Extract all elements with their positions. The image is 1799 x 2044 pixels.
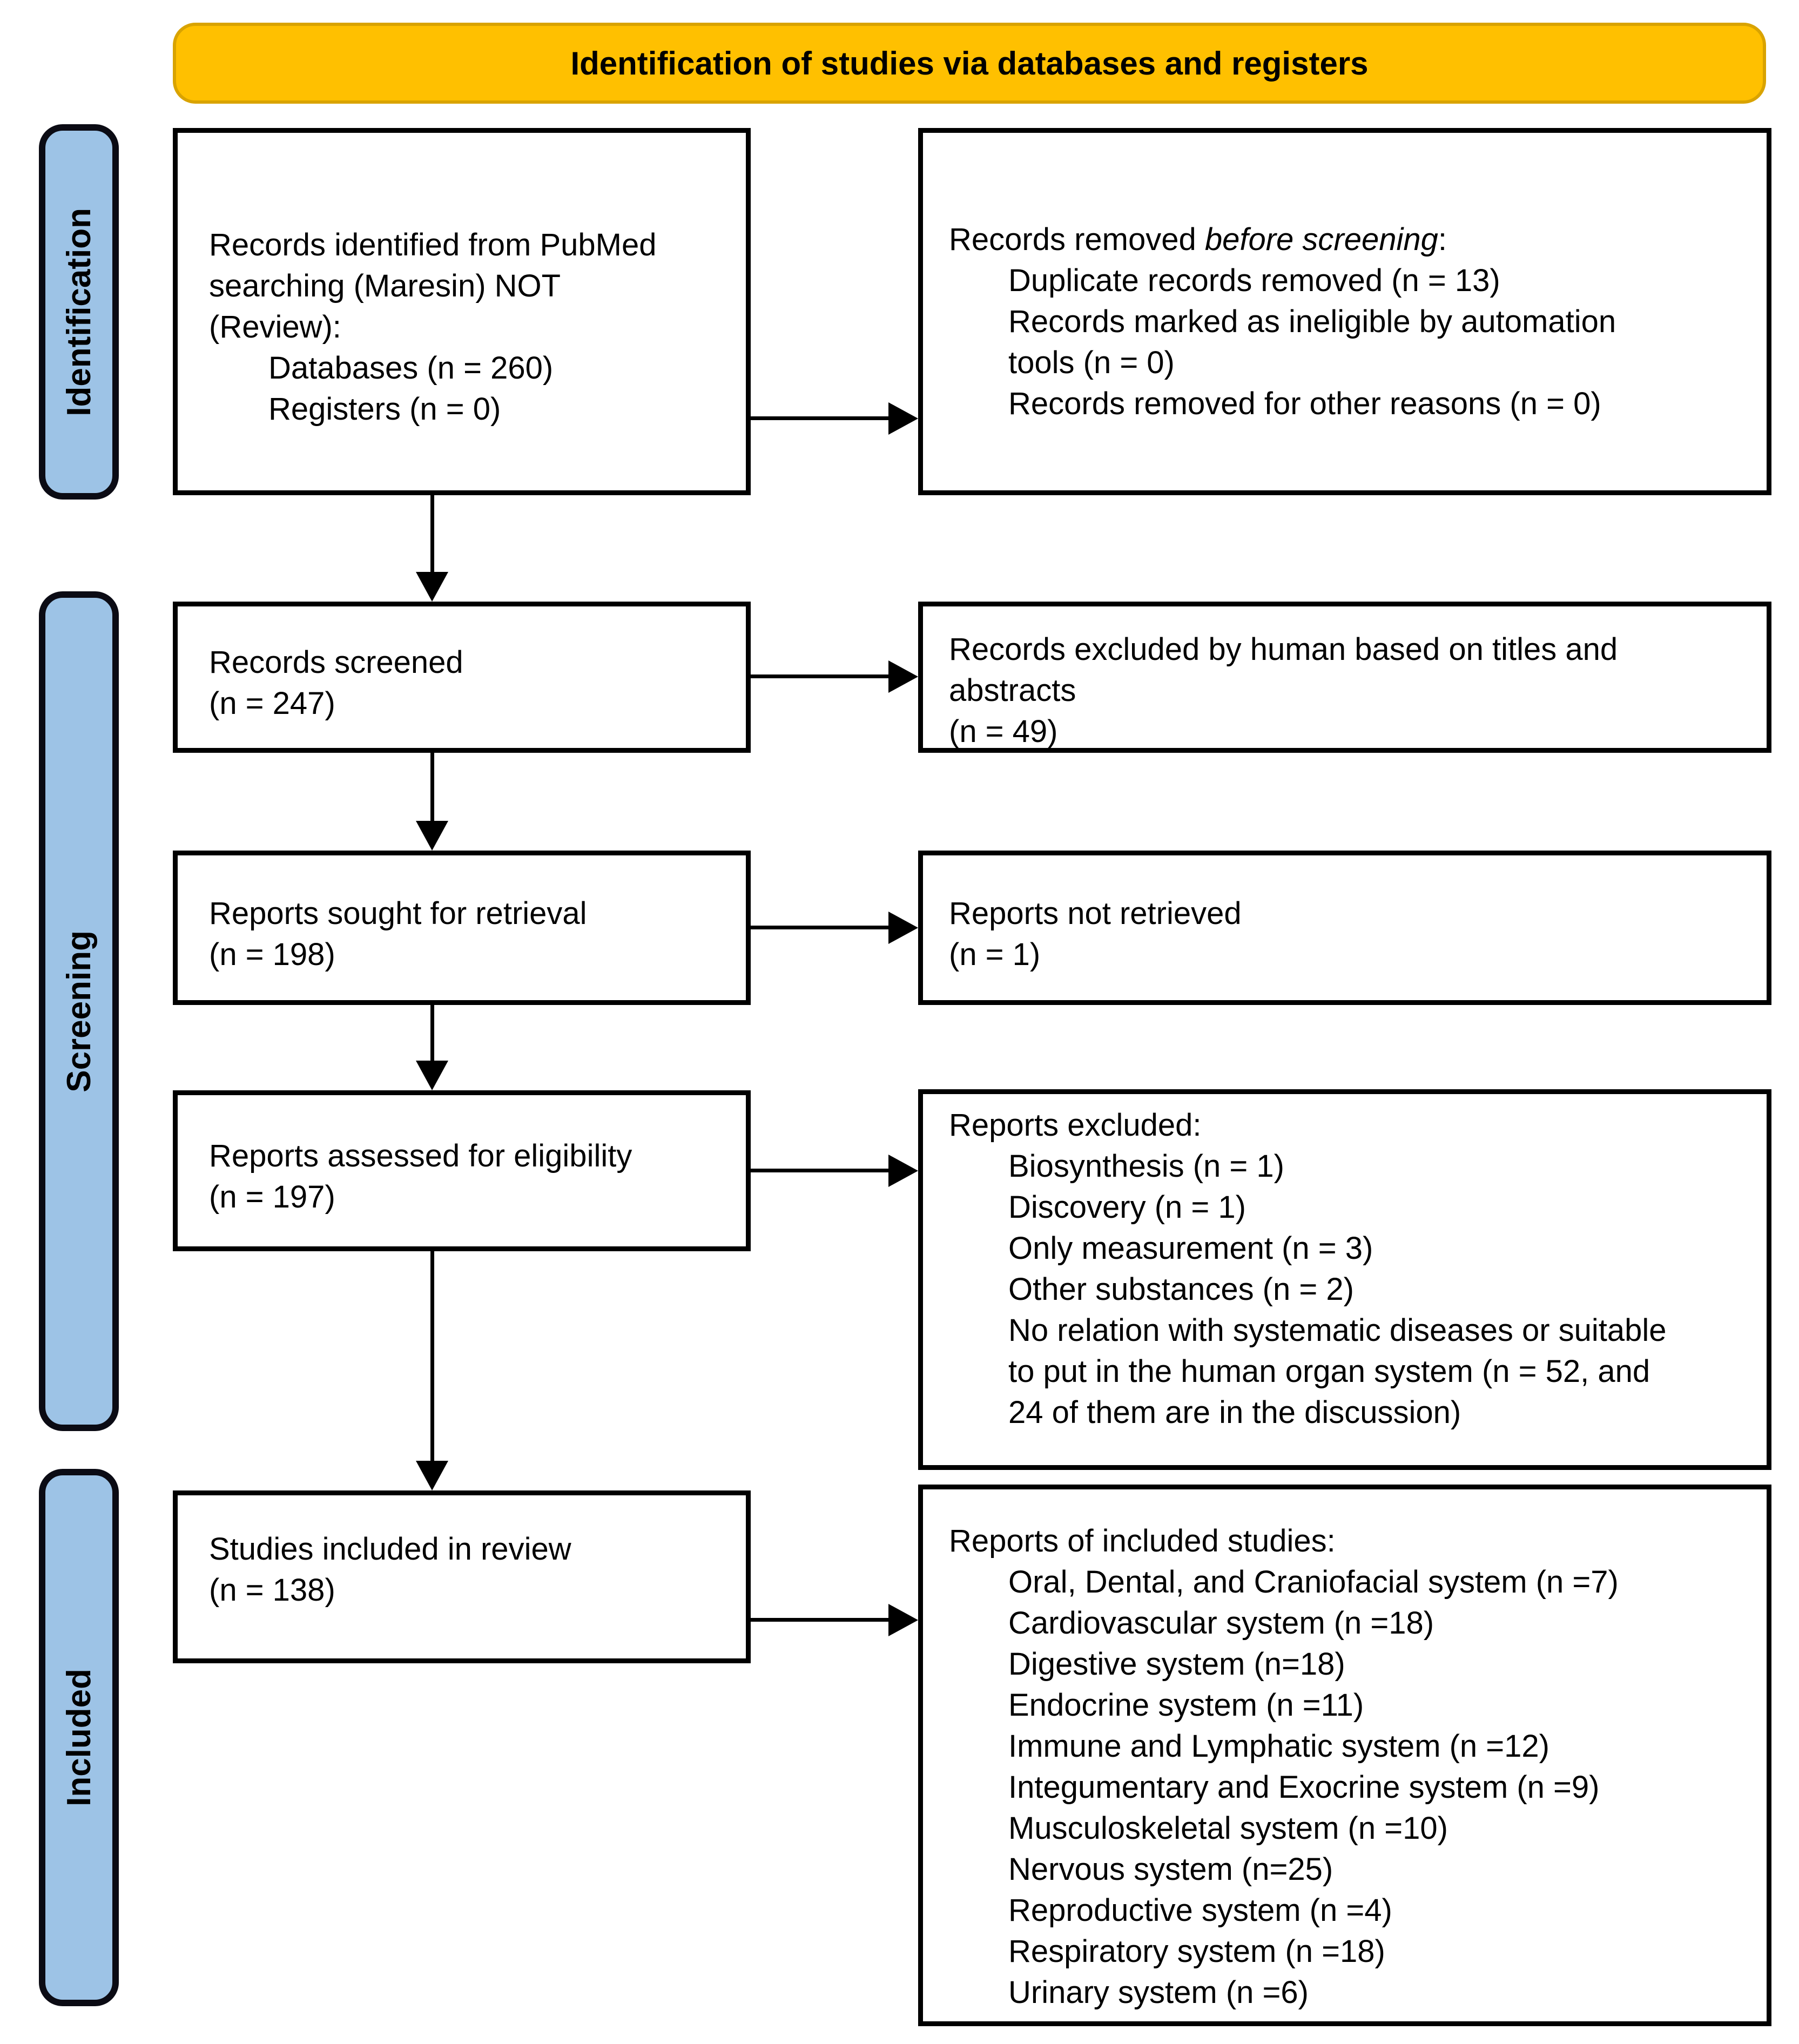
header-title: Identification of studies via databases and registers: [570, 45, 1369, 82]
text-line: Records screened: [209, 645, 463, 680]
box-records-excluded: [918, 602, 1771, 753]
text-line: Oral, Dental, and Craniofacial system (n =7): [1008, 1564, 1619, 1600]
text-line: Discovery (n = 1): [1008, 1190, 1246, 1225]
text-line: Records excluded by human based on titles and: [949, 632, 1618, 667]
text-line: Respiratory system (n =18): [1008, 1934, 1385, 1969]
phase-label-included: Included: [60, 1669, 98, 1806]
text-line: Records removed for other reasons (n = 0): [1008, 386, 1601, 421]
text-line: Biosynthesis (n = 1): [1008, 1149, 1284, 1184]
arrow-sought-to-not-retrieved: [751, 926, 891, 929]
text-line: Databases (n = 260): [268, 350, 554, 386]
phase-bar-included: [39, 1469, 119, 2006]
text-line: abstracts: [949, 673, 1076, 708]
box-reports-not-retrieved: [918, 851, 1771, 1005]
phase-bar-screening: [39, 591, 119, 1431]
arrowhead-down-icon: [416, 821, 448, 851]
text-line: Integumentary and Exocrine system (n =9): [1008, 1770, 1600, 1805]
text-line: (n = 49): [949, 714, 1058, 749]
box-reports-sought: [173, 851, 751, 1005]
text-line: (n = 1): [949, 937, 1041, 972]
text-line: (n = 138): [209, 1573, 335, 1608]
arrowhead-down-icon: [416, 1461, 448, 1490]
text-line: Nervous system (n=25): [1008, 1852, 1333, 1887]
text-line: Urinary system (n =6): [1008, 1975, 1309, 2010]
arrow-assessed-to-excluded: [751, 1169, 891, 1172]
text-line: Musculoskeletal system (n =10): [1008, 1811, 1448, 1846]
text-segment-italic: before screening: [1204, 222, 1438, 257]
box-reports-assessed: [173, 1090, 751, 1251]
text-line: (n = 247): [209, 686, 335, 721]
arrowhead-down-icon: [416, 572, 448, 602]
text-line: Reports excluded:: [949, 1108, 1202, 1143]
phase-bar-identification: [39, 124, 119, 500]
text-line: Registers (n = 0): [268, 392, 501, 427]
arrow-assessed-to-included: [430, 1251, 434, 1462]
text-line: Duplicate records removed (n = 13): [1008, 263, 1500, 298]
arrowhead-right-icon: [888, 1604, 918, 1636]
text-line: Reports not retrieved: [949, 896, 1242, 931]
text-line: [949, 219, 1761, 260]
arrow-included-to-reports: [751, 1618, 891, 1622]
arrow-identified-to-screened: [430, 495, 434, 574]
text-line: Reports assessed for eligibility: [209, 1138, 632, 1173]
box-reports-excluded: [918, 1089, 1771, 1470]
text-line: to put in the human organ system (n = 52, and: [1008, 1354, 1650, 1389]
text-line: Records identified from PubMed: [209, 227, 657, 262]
text-segment: Records removed: [949, 222, 1205, 257]
header-banner: [173, 23, 1766, 104]
text-line: searching (Maresin) NOT: [209, 268, 561, 303]
box-records-removed: [918, 128, 1771, 495]
arrowhead-right-icon: [888, 912, 918, 944]
arrow-identified-to-removed: [751, 416, 891, 420]
box-records-identified: [173, 128, 751, 495]
text-line: (Review):: [209, 309, 341, 345]
text-line: Records marked as ineligible by automation: [1008, 304, 1616, 339]
text-line: Only measurement (n = 3): [1008, 1231, 1373, 1266]
arrow-screened-to-sought: [430, 753, 434, 822]
text-line: (n = 197): [209, 1179, 335, 1215]
text-line: Reproductive system (n =4): [1008, 1893, 1392, 1928]
phase-label-screening: Screening: [60, 930, 98, 1092]
arrowhead-right-icon: [888, 1155, 918, 1187]
text-line: Cardiovascular system (n =18): [1008, 1605, 1434, 1641]
box-included-reports: [918, 1485, 1771, 2026]
arrowhead-right-icon: [888, 660, 918, 693]
phase-label-identification: Identification: [60, 207, 98, 416]
text-line: Reports of included studies:: [949, 1523, 1336, 1559]
text-line: 24 of them are in the discussion): [1008, 1395, 1461, 1430]
text-line: (n = 198): [209, 937, 335, 972]
arrow-screened-to-excluded: [751, 674, 891, 678]
arrow-sought-to-assessed: [430, 1005, 434, 1062]
text-line: Endocrine system (n =11): [1008, 1688, 1364, 1723]
text-line: Immune and Lymphatic system (n =12): [1008, 1729, 1550, 1764]
text-line: Digestive system (n=18): [1008, 1647, 1345, 1682]
arrowhead-right-icon: [888, 402, 918, 435]
text-line: No relation with systematic diseases or suitable: [1008, 1313, 1667, 1348]
text-line: tools (n = 0): [1008, 345, 1175, 380]
text-segment: :: [1438, 222, 1447, 257]
box-studies-included: [173, 1490, 751, 1663]
text-line: Reports sought for retrieval: [209, 896, 587, 931]
text-line: Studies included in review: [209, 1532, 571, 1567]
box-records-screened: [173, 602, 751, 753]
text-line: Other substances (n = 2): [1008, 1272, 1354, 1307]
arrowhead-down-icon: [416, 1061, 448, 1090]
